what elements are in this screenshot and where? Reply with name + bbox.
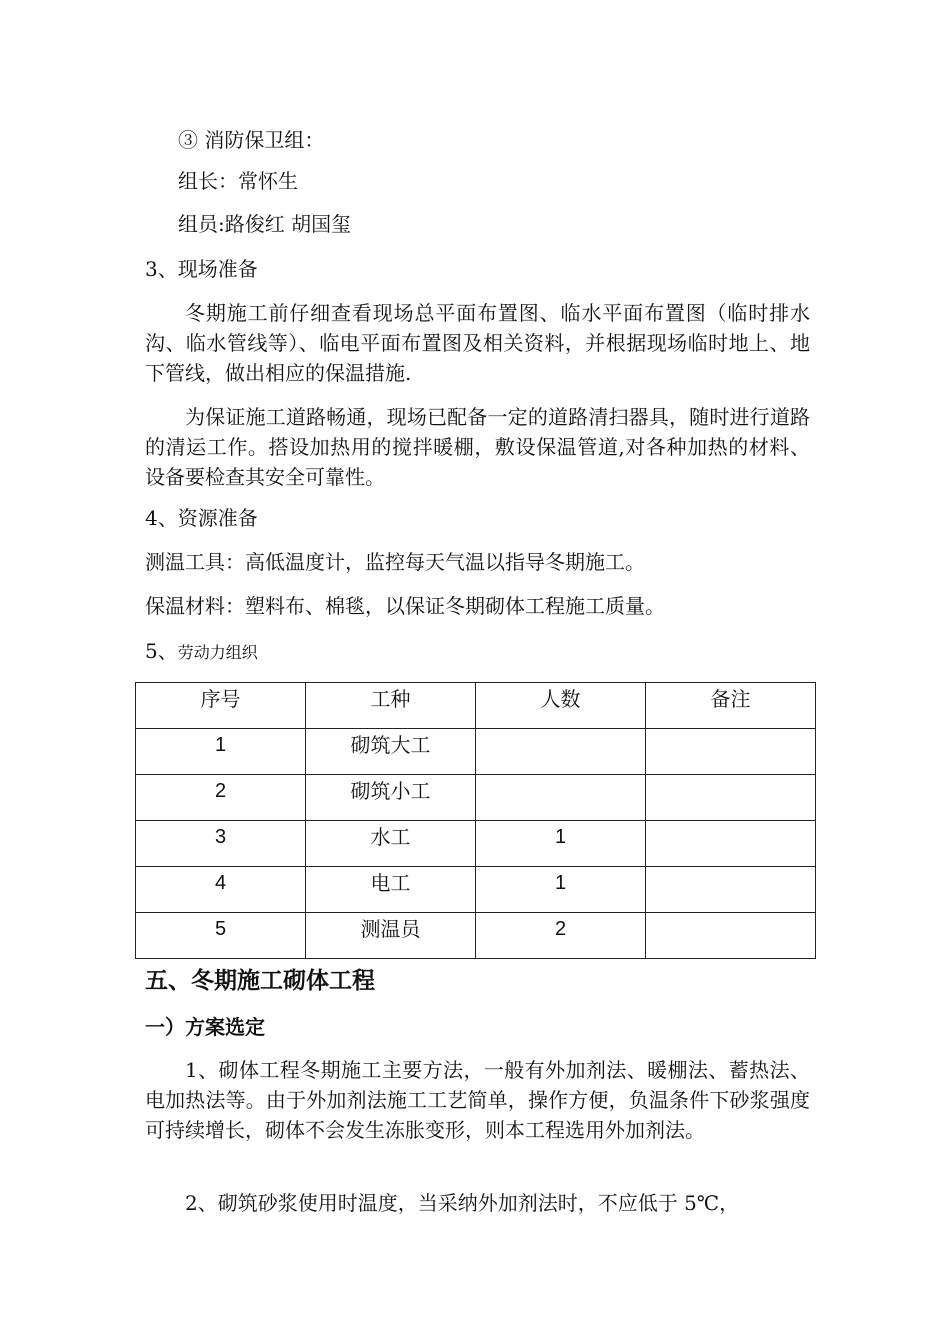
cell-trade: 砌筑小工 <box>306 775 476 821</box>
cell-index: 4 <box>136 867 306 913</box>
cell-remarks <box>646 729 816 775</box>
table-row <box>136 775 816 821</box>
table-row <box>136 729 816 775</box>
section-5-paragraph-1: 1、砌体工程冬期施工主要方法，一般有外加剂法、暖棚法、蓄热法、电加热法等。由于外加剂法施工工艺简单，操作方便，负温条件下砂浆强度可持续增长，砌体不会发生冻胀变形，则本工程选用外加剂法。 <box>145 1058 810 1142</box>
cell-remarks <box>646 913 816 959</box>
fire-group-members: 组员:路俊红 胡国玺 <box>178 212 352 236</box>
header-remarks: 备注 <box>646 683 816 729</box>
cell-index: 5 <box>136 913 306 959</box>
labor-heading <box>145 636 258 668</box>
header-count: 人数 <box>476 683 646 729</box>
cell-index: 2 <box>136 775 306 821</box>
resource-prep-line-1: 测温工具：高低温度计，监控每天气温以指导冬期施工。 <box>145 550 645 574</box>
cell-remarks <box>646 821 816 867</box>
labor-table <box>135 682 816 959</box>
cell-count <box>476 729 646 775</box>
table-header-row <box>136 683 816 729</box>
header-index: 序号 <box>136 683 306 729</box>
section-5-title: 五、冬期施工砌体工程 <box>145 968 375 994</box>
fire-group-title: ③ 消防保卫组： <box>178 128 325 152</box>
cell-index: 1 <box>136 729 306 775</box>
labor-heading-number: 5、 <box>145 639 178 663</box>
cell-count <box>476 775 646 821</box>
cell-trade: 水工 <box>306 821 476 867</box>
cell-count: 2 <box>476 913 646 959</box>
cell-trade: 电工 <box>306 867 476 913</box>
cell-remarks <box>646 775 816 821</box>
section-5-subheading: 一）方案选定 <box>145 1015 265 1039</box>
cell-remarks <box>646 867 816 913</box>
cell-count: 1 <box>476 821 646 867</box>
labor-heading-text: 劳动力组织 <box>177 643 258 662</box>
table-row <box>136 867 816 913</box>
site-prep-paragraph-1: 冬期施工前仔细查看现场总平面布置图、临水平面布置图（临时排水沟、临水管线等）、临电平面布置图及相关资料，并根据现场临时地上、地下管线，做出相应的保温措施. <box>145 301 810 385</box>
resource-prep-line-2: 保温材料：塑料布、棉毯，以保证冬期砌体工程施工质量。 <box>145 594 665 618</box>
header-trade: 工种 <box>306 683 476 729</box>
cell-trade: 砌筑大工 <box>306 729 476 775</box>
cell-trade: 测温员 <box>306 913 476 959</box>
table-row <box>136 913 816 959</box>
section-5-paragraph-2: 2、砌筑砂浆使用时温度，当采纳外加剂法时，不应低于 5℃， <box>185 1191 740 1215</box>
cell-count: 1 <box>476 867 646 913</box>
resource-prep-heading: 4、资源准备 <box>145 506 258 530</box>
site-prep-paragraph-2: 为保证施工道路畅通，现场已配备一定的道路清扫器具，随时进行道路的清运工作。搭设加热用的搅拌暖棚，敷设保温管道,对各种加热的材料、设备要检查其安全可靠性。 <box>145 405 810 489</box>
cell-index: 3 <box>136 821 306 867</box>
site-prep-heading: 3、现场准备 <box>145 257 258 281</box>
fire-group-leader: 组长：常怀生 <box>178 169 298 193</box>
table-row <box>136 821 816 867</box>
